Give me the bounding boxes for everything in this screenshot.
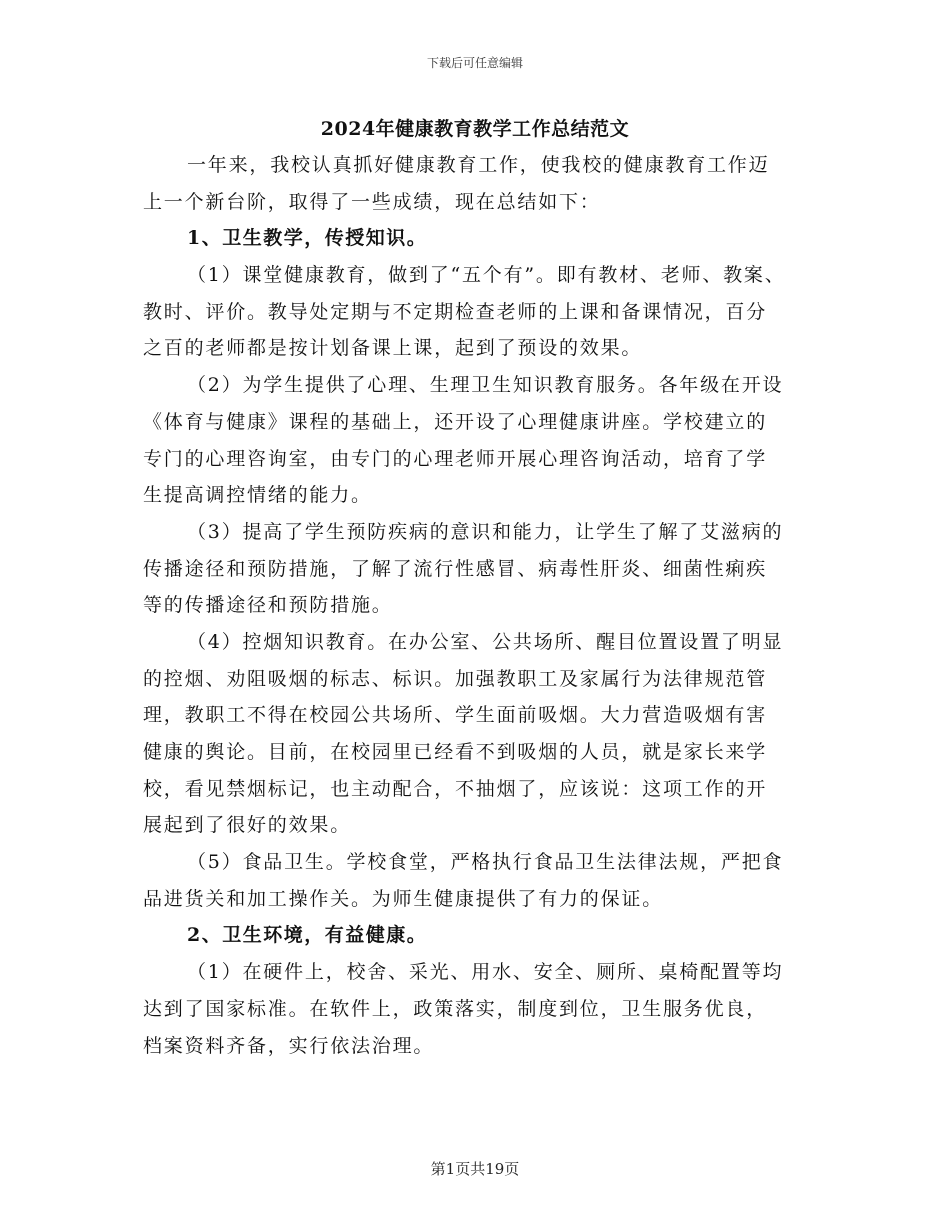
page-footer: 第1页共19页 — [430, 1160, 520, 1178]
paragraph-line: 校，看见禁烟标记，也主动配合，不抽烟了，应该说：这项工作的开 — [143, 777, 768, 800]
paragraph-line: 理，教职工不得在校园公共场所、学生面前吸烟。大力营造吸烟有害 — [143, 704, 768, 727]
intro-line-1: 一年来，我校认真抓好健康教育工作，使我校的健康教育工作迈 — [187, 154, 770, 176]
paragraph-line: （3）提高了学生预防疾病的意识和能力，让学生了解了艾滋病的 — [187, 520, 784, 543]
paragraph-line: 达到了国家标准。在软件上，政策落实，制度到位，卫生服务优良， — [143, 997, 768, 1020]
section-heading-1: 1、卫生教学，传授知识。 — [187, 227, 428, 250]
paragraph-line: （1）在硬件上，校舍、采光、用水、安全、厕所、桌椅配置等均 — [187, 961, 784, 984]
document-body — [143, 152, 818, 1069]
section-heading-2: 2、卫生环境，有益健康。 — [187, 924, 428, 947]
paragraph-line: 《体育与健康》课程的基础上，还开设了心理健康讲座。学校建立的 — [143, 410, 768, 433]
paragraph-line: 教时、评价。教导处定期与不定期检查老师的上课和备课情况，百分 — [143, 300, 768, 323]
paragraph-line: 生提高调控情绪的能力。 — [143, 484, 372, 507]
paragraph-line: 档案资料齐备，实行依法治理。 — [143, 1034, 435, 1057]
paragraph-line: （1）课堂健康教育，做到了“五个有”。即有教材、老师、教案、 — [187, 264, 786, 287]
paragraph-line: （4）控烟知识教育。在办公室、公共场所、醒目位置设置了明显 — [187, 630, 784, 653]
paragraph-line: 等的传播途径和预防措施。 — [143, 594, 393, 617]
paragraph-line: 的控烟、劝阻吸烟的标志、标识。加强教职工及家属行为法律规范管 — [143, 667, 768, 690]
paragraph-line: 专门的心理咨询室，由专门的心理老师开展心理咨询活动，培育了学 — [143, 447, 768, 470]
paragraph-line: 品进货关和加工操作关。为师生健康提供了有力的保证。 — [143, 887, 664, 910]
document-title: 2024年健康教育教学工作总结范文 — [320, 118, 630, 140]
paragraph-line: 健康的舆论。目前，在校园里已经看不到吸烟的人员，就是家长来学 — [143, 741, 768, 763]
intro-line-2: 上一个新台阶，取得了一些成绩，现在总结如下： — [143, 190, 601, 213]
paragraph-line: （2）为学生提供了心理、生理卫生知识教育服务。各年级在开设 — [187, 374, 784, 397]
paragraph-line: 之百的老师都是按计划备课上课，起到了预设的效果。 — [143, 337, 643, 360]
paragraph-line: （5）食品卫生。学校食堂，严格执行食品卫生法律法规，严把食 — [187, 851, 784, 874]
header-note: 下载后可任意编辑 — [426, 56, 523, 70]
paragraph-line: 展起到了很好的效果。 — [143, 814, 352, 837]
paragraph-line: 传播途径和预防措施，了解了流行性感冒、病毒性肝炎、细菌性痢疾 — [143, 557, 768, 580]
